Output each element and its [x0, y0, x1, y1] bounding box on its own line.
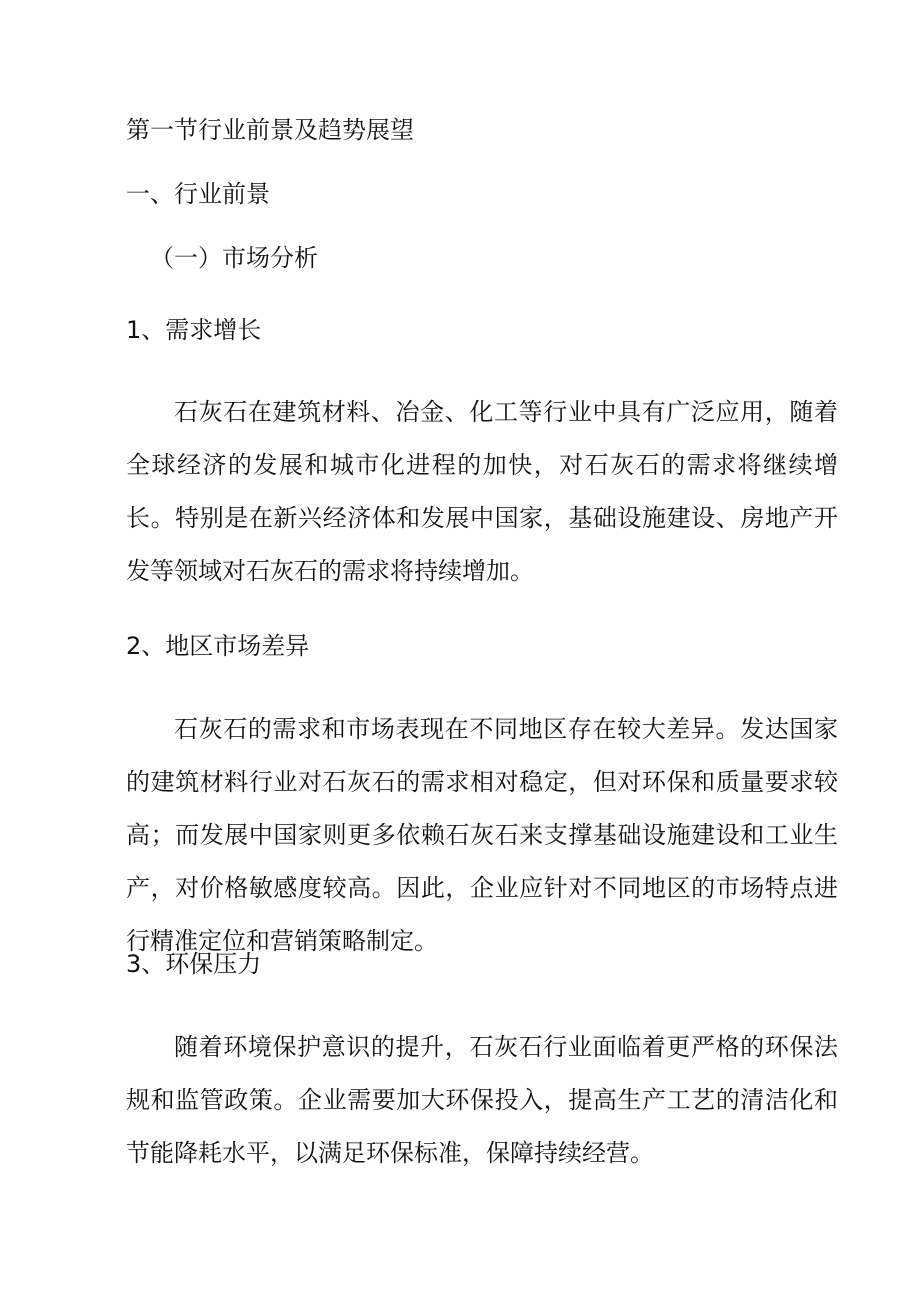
paragraph-regional: 石灰石的需求和市场表现在不同地区存在较大差异。发达国家的建筑材料行业对石灰石的需求相对稳定，但对环保和质量要求较高；而发展中国家则更多依赖石灰石来支撑基础设施建设和工业生产，对价格敏感度较高。因此，企业应针对不同地区的市场特点进行精准定位和营销策略制定。 [126, 715, 838, 955]
heading-level2: （一）市场分析 [150, 244, 318, 272]
heading-level1: 一、行业前景 [126, 180, 270, 208]
section-title: 第一节行业前景及趋势展望 [126, 116, 414, 144]
item-heading-environment: 3、环保压力 [126, 950, 262, 978]
paragraph-demand: 石灰石在建筑材料、冶金、化工等行业中具有广泛应用，随着全球经济的发展和城市化进程的加快，对石灰石的需求将继续增长。特别是在新兴经济体和发展中国家，基础设施建设、房地产开发等领域对石灰石的需求将持续增加。 [126, 398, 838, 585]
item-heading-demand: 1、需求增长 [126, 316, 262, 344]
paragraph-environment: 随着环境保护意识的提升，石灰石行业面临着更严格的环保法规和监管政策。企业需要加大环保投入，提高生产工艺的清洁化和节能降耗水平，以满足环保标准，保障持续经营。 [126, 1033, 838, 1167]
item-heading-regional: 2、地区市场差异 [126, 632, 310, 660]
